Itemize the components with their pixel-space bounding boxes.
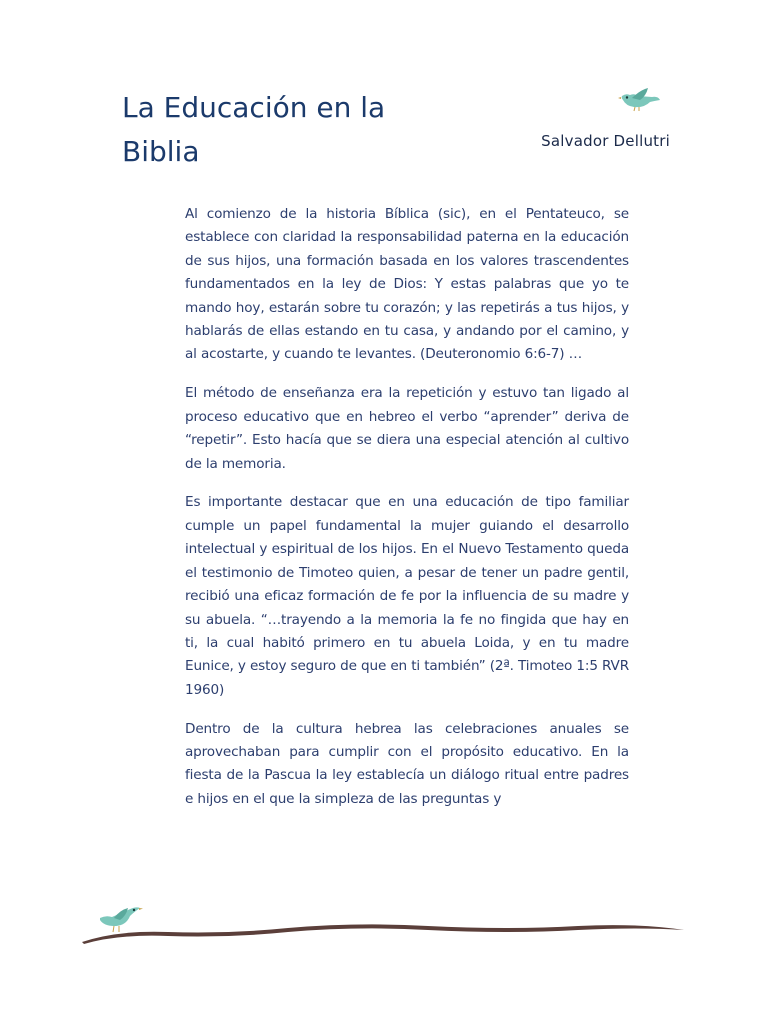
page-title	[122, 86, 422, 174]
paragraph-2: El método de enseñanza era la repetición y estuvo tan ligado al proceso educativo que en hebreo el verbo “aprender” deriva de “repetir”. Esto hacía que se diera una especial atención al cultivo de la memoria.	[185, 385, 629, 472]
author-name: Salvador Dellutri	[541, 132, 670, 150]
bird-icon	[618, 84, 662, 114]
paragraph-3: Es importante destacar que en una educación de tipo familiar cumple un papel fundamental la mujer guiando el desarrollo intelectual y espiritual de los hijos. En el Nuevo Testamento queda el testimonio de Timoteo quien, a pesar de tener un padre gentil, recibió una eficaz formación de fe por la influencia de su madre y su abuela. “…trayendo a la memoria la fe no fingida que hay en ti, la cual habitó primero en tu abuela Loida, y en tu madre Eunice, y estoy seguro de que en ti también” (2ª. Timoteo 1:5 RVR 1960)	[185, 494, 629, 698]
article-body	[185, 203, 629, 827]
title-line-2: Biblia	[122, 135, 200, 168]
bird-on-branch-icon	[78, 896, 688, 952]
paragraph-1: Al comienzo de la historia Bíblica (sic), en el Pentateuco, se establece con claridad la responsabilidad paterna en la educación de sus hijos, una formación basada en los valores trascendentes fundamentados en la ley de Dios: Y estas palabras que yo te mando hoy, estarán sobre tu corazón; y las repetirás a tus hijos, y hablarás de ellas estando en tu casa, y andando por el camino, y al acostarte, y cuando te levantes. (Deuteronomio 6:6-7) …	[185, 206, 629, 363]
title-line-1: La Educación en la	[122, 91, 386, 124]
paragraph-4: Dentro de la cultura hebrea las celebraciones anuales se aprovechaban para cumplir con el propósito educativo. En la fiesta de la Pascua la ley establecía un diálogo ritual entre padres e hijos en el que la simpleza de las preguntas y	[185, 720, 629, 807]
